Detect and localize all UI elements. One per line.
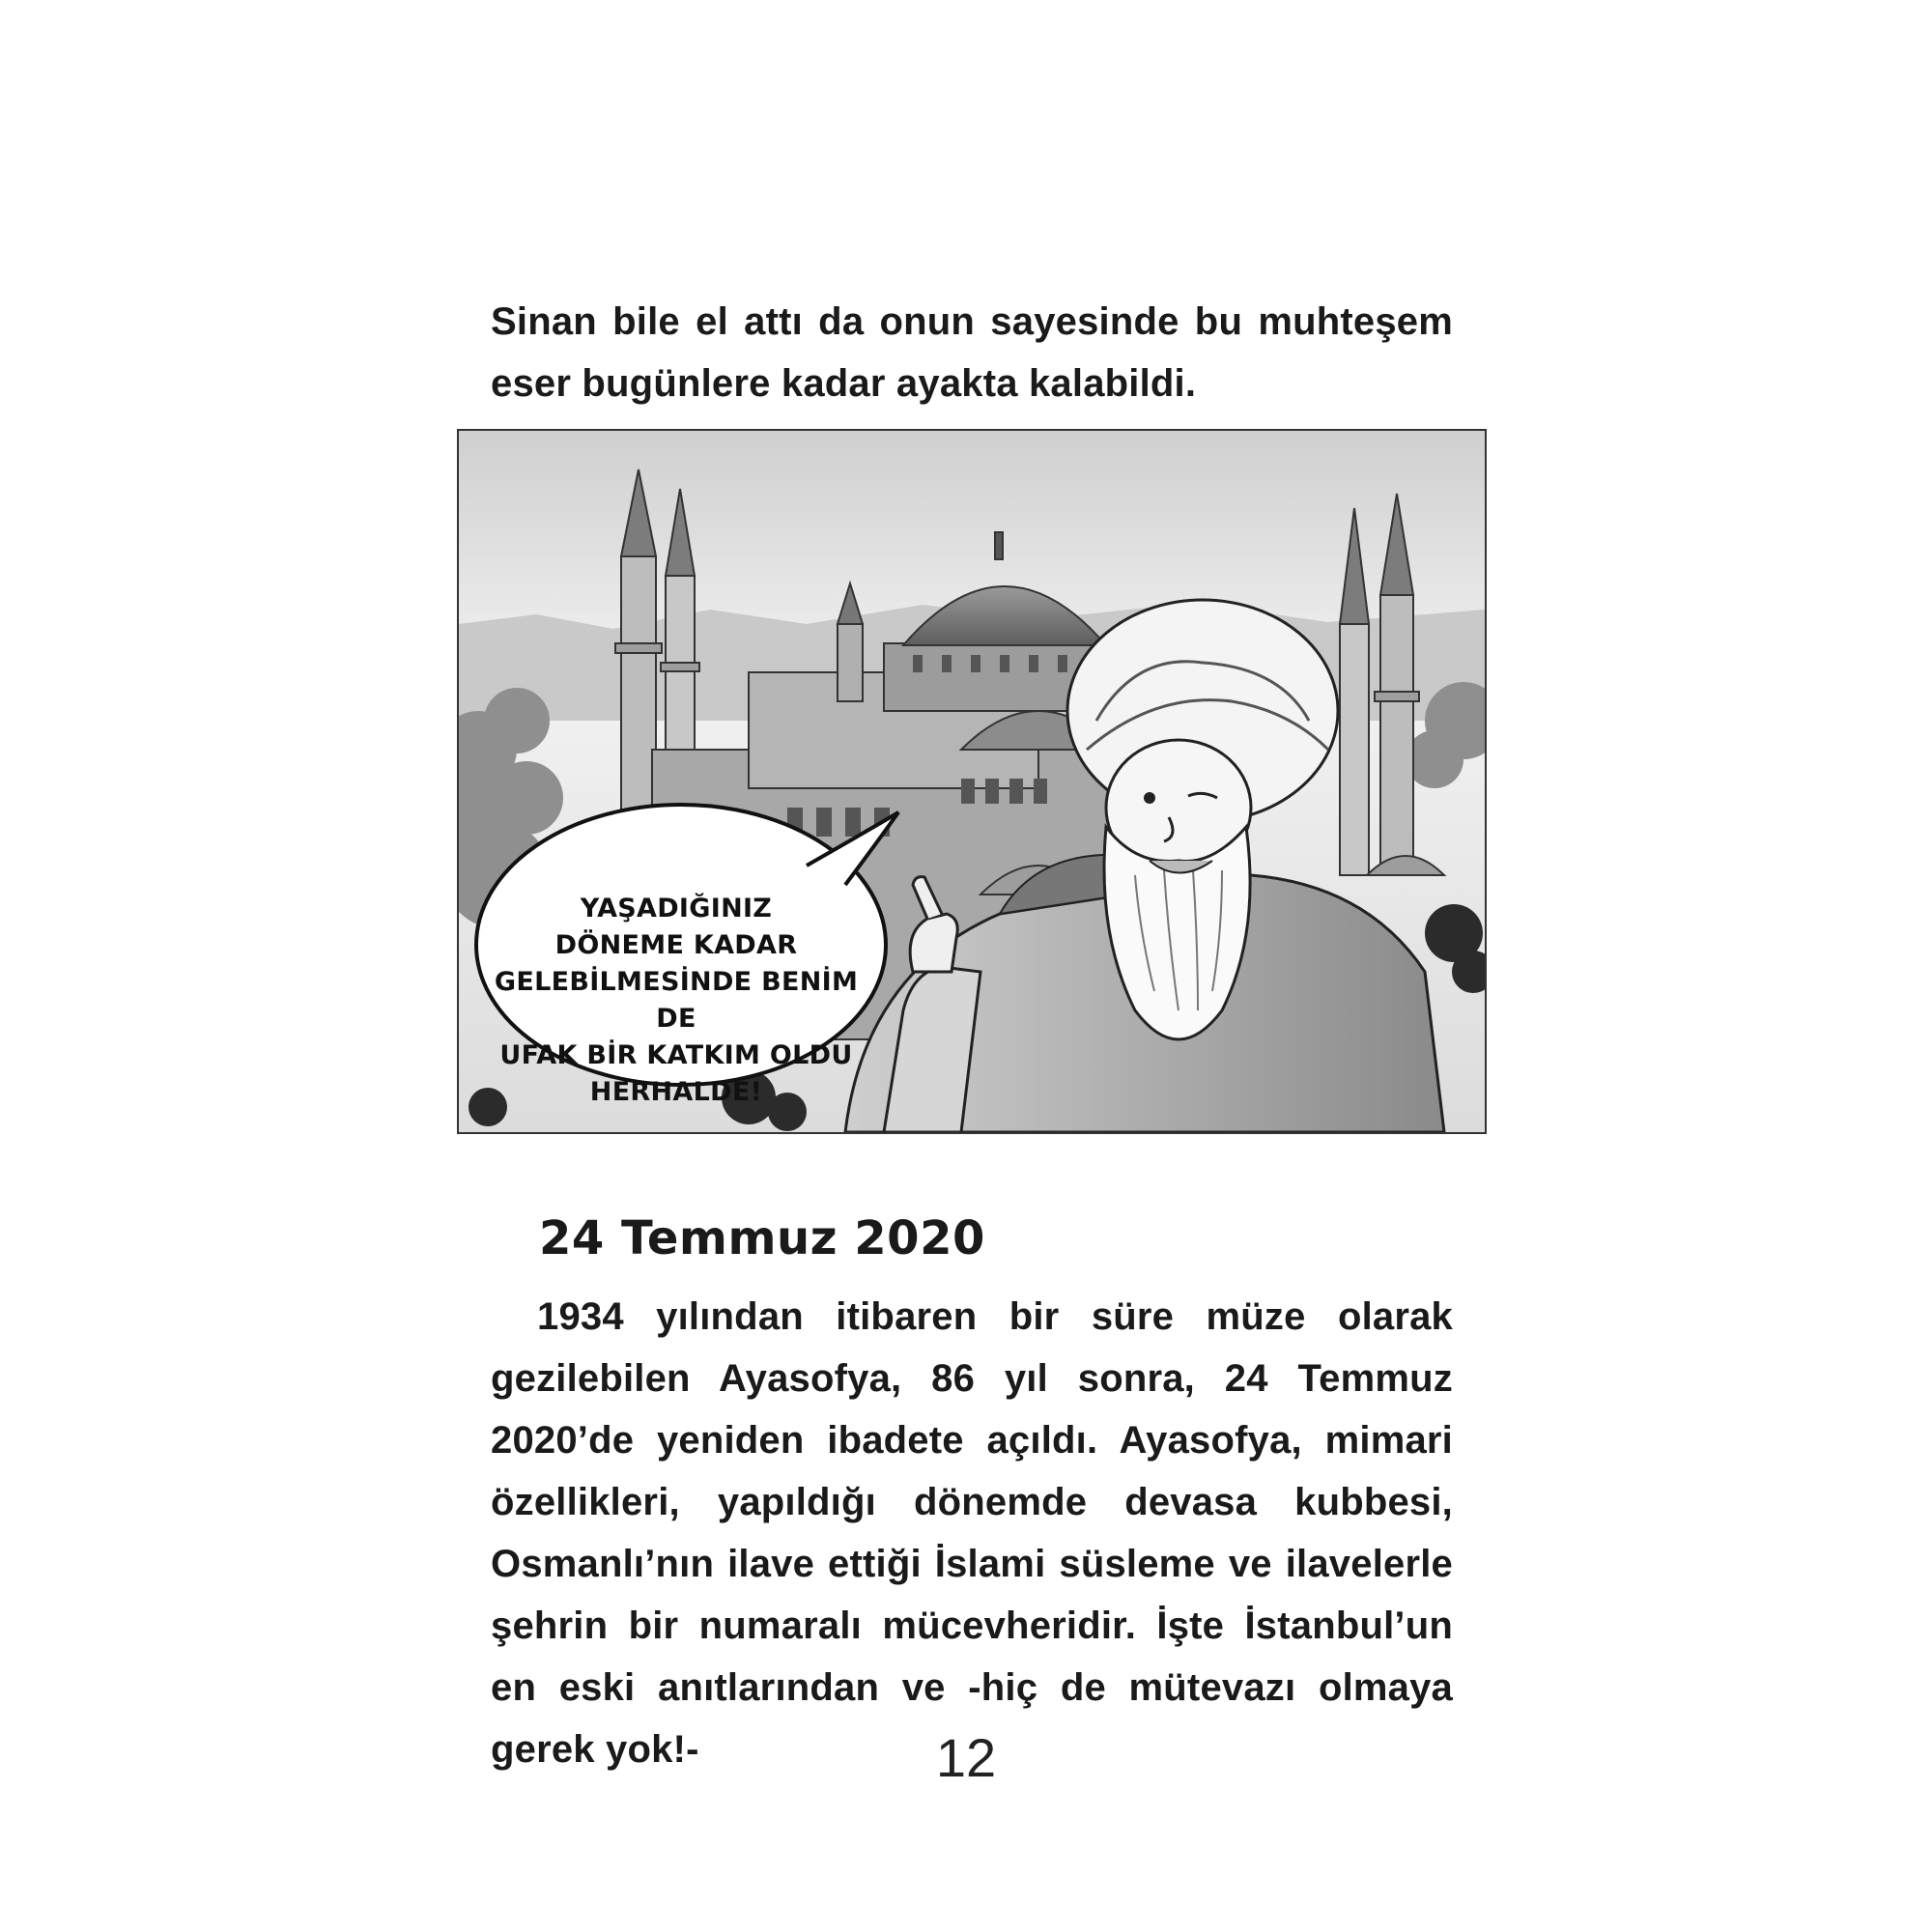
section-heading: 24 Temmuz 2020 <box>539 1211 985 1265</box>
page-number: 12 <box>935 1727 997 1788</box>
main-paragraph: 1934 yılından itibaren bir süre müze olarak gezilebilen Ayasofya, 86 yıl sonra, 24 Temmuz 2020’de yeniden ibadete açıldı. Ayasofya, mimari özellikleri, yapıldığı dönemde devasa kubbesi, Osmanlı’nın ilave ettiği İslami süsleme ve ilavelerle şehrin bir numaralı mücevheridir. İşte İstanbul’un en eski anıtlarından ve -hiç de mütevazı olmaya gerek yok!- <box>491 1295 1453 1771</box>
speech-bubble-text <box>483 891 869 1111</box>
speech-bubble-line: YAŞADIĞINIZ <box>580 894 773 923</box>
intro-paragraph: Sinan bile el attı da onun sayesinde bu muhteşem eser bugünlere kadar ayakta kalabildi. <box>491 300 1453 405</box>
speech-bubble-line: HERHALDE! <box>589 1077 763 1107</box>
speech-bubble-line: UFAK BİR KATKIM OLDU <box>499 1040 853 1070</box>
speech-bubble-line: DÖNEME KADAR <box>554 930 798 960</box>
speech-bubble-line: GELEBİLMESİNDE BENİM DE <box>494 967 859 1034</box>
